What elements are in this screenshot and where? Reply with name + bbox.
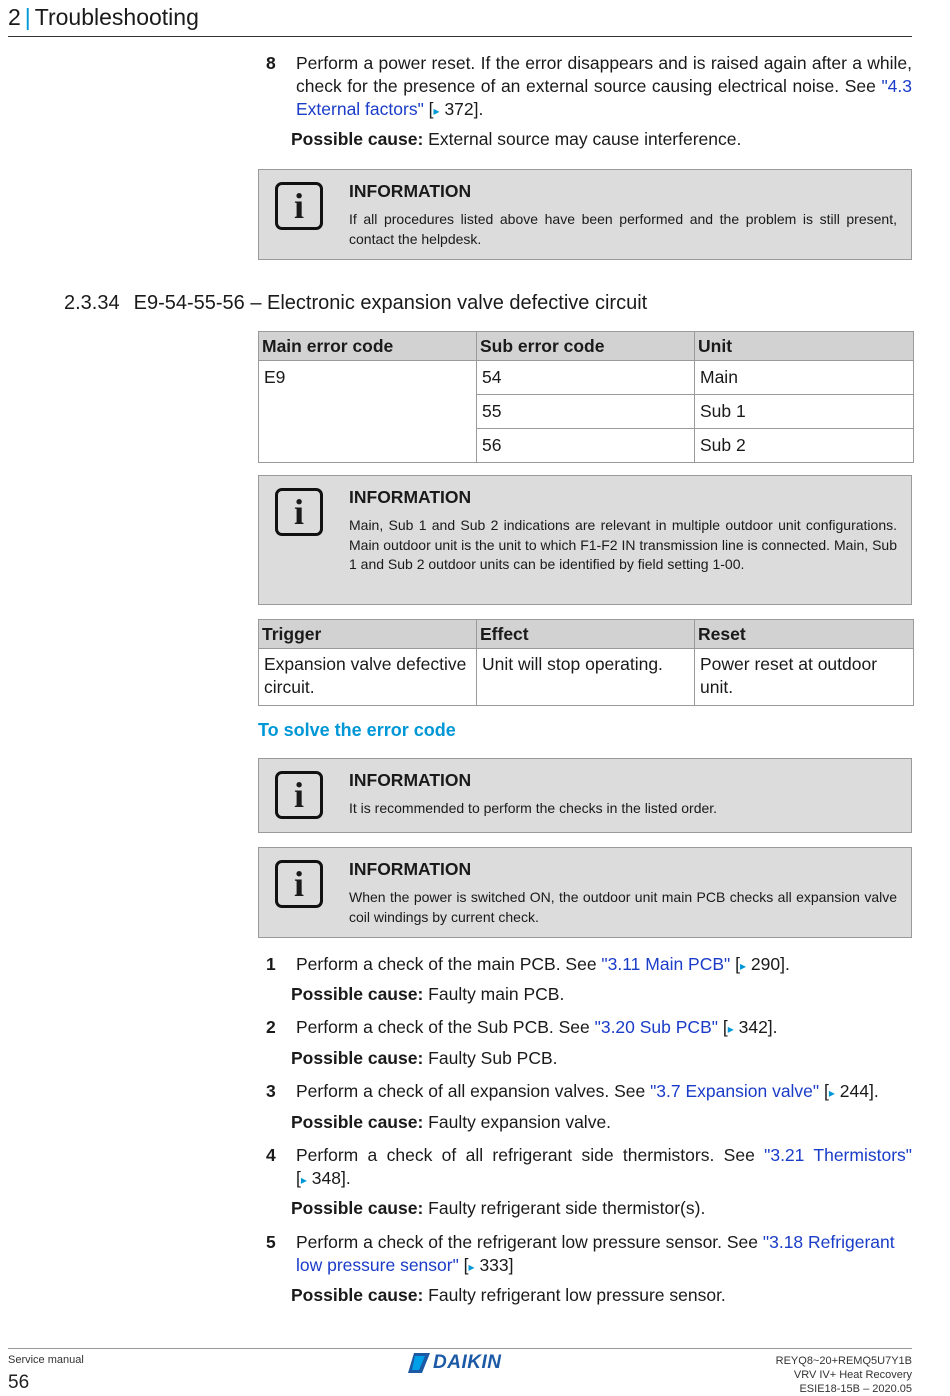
xref-link[interactable]: "3.20 Sub PCB" xyxy=(594,1017,718,1037)
logo-text: DAIKIN xyxy=(433,1352,502,1373)
information-box xyxy=(258,475,912,605)
info-title: INFORMATION xyxy=(349,859,472,879)
page-ref: 348]. xyxy=(311,1168,351,1188)
header-rule xyxy=(8,36,912,37)
info-title: INFORMATION xyxy=(349,181,472,201)
table-header: Reset xyxy=(695,620,914,649)
error-code-table xyxy=(258,331,914,463)
section-number: 2.3.34 xyxy=(64,292,120,314)
xref-link[interactable]: "3.18 Refrigerant low pressure sensor" xyxy=(296,1232,895,1275)
table-cell: 56 xyxy=(477,429,695,463)
info-body: Main, Sub 1 and Sub 2 indications are relevant in multiple outdoor unit configurations. Main outdoor unit is the unit to which F1-F2 IN transmission line is connected. Main, Sub 1 and Sub 2 outdoor units can be identified by field setting 1-00. xyxy=(349,517,897,572)
page-ref: 244]. xyxy=(839,1081,879,1101)
triangle-right-icon: ▸ xyxy=(739,959,747,973)
table-cell: Unit will stop operating. xyxy=(477,649,695,706)
page-ref: 333] xyxy=(479,1255,514,1275)
header-separator: | xyxy=(24,4,31,30)
info-body: If all procedures listed above have been performed and the problem is still present, contact the helpdesk. xyxy=(349,211,897,247)
table-header-row xyxy=(259,332,914,361)
table-cell: Expansion valve defective circuit. xyxy=(259,649,477,706)
info-body: When the power is switched ON, the outdoor unit main PCB checks all expansion valve coil windings by current check. xyxy=(349,889,897,925)
chapter-title: Troubleshooting xyxy=(34,4,199,30)
page-ref: 290]. xyxy=(750,954,790,974)
possible-cause: Possible cause: Faulty refrigerant side thermistor(s). xyxy=(291,1198,706,1218)
information-box xyxy=(258,169,912,260)
table-cell: E9 xyxy=(259,361,477,463)
info-icon: i xyxy=(275,860,323,908)
information-box xyxy=(258,758,912,833)
table-row xyxy=(259,361,914,395)
table-header: Effect xyxy=(477,620,695,649)
table-cell: Sub 1 xyxy=(695,395,914,429)
step-number: 8 xyxy=(266,53,276,73)
info-icon: i xyxy=(275,771,323,819)
step-text: Perform a check of the main PCB. See "3.11 Main PCB" [▸ 290]. xyxy=(296,954,790,974)
page-header xyxy=(8,4,199,31)
info-icon: i xyxy=(275,182,323,230)
table-row xyxy=(259,649,914,706)
info-icon: i xyxy=(275,488,323,536)
table-cell: Sub 2 xyxy=(695,429,914,463)
section-title: E9-54-55-56 – Electronic expansion valve defective circuit xyxy=(133,292,648,314)
xref-link[interactable]: "3.11 Main PCB" xyxy=(601,954,731,974)
step-text: Perform a check of the refrigerant low pressure sensor. See "3.18 Refrigerant low pressure sensor" [▸ 333] xyxy=(296,1232,895,1275)
footer-model-info: REYQ8~20+REMQ5U7Y1B VRV IV+ Heat Recovery ESIE18-15B – 2020.05 xyxy=(775,1355,912,1395)
table-cell: Power reset at outdoor unit. xyxy=(695,649,914,706)
page-ref: 372]. xyxy=(444,99,484,119)
triangle-right-icon: ▸ xyxy=(828,1086,835,1100)
information-box xyxy=(258,847,912,938)
step-number: 2 xyxy=(266,1017,276,1037)
step-number: 4 xyxy=(266,1145,276,1165)
possible-cause: Possible cause: External source may cause interference. xyxy=(291,129,742,149)
daikin-logo xyxy=(408,1352,501,1374)
table-header-row xyxy=(259,620,914,649)
table-header: Main error code xyxy=(259,332,477,361)
triangle-right-icon: ▸ xyxy=(300,1173,307,1187)
subheading: To solve the error code xyxy=(258,720,456,740)
possible-cause: Possible cause: Faulty refrigerant low pressure sensor. xyxy=(291,1285,726,1305)
trigger-table xyxy=(258,619,914,706)
table-cell: Main xyxy=(695,361,914,395)
xref-link[interactable]: "3.7 Expansion valve" xyxy=(650,1081,820,1101)
triangle-right-icon: ▸ xyxy=(433,104,440,118)
triangle-right-icon: ▸ xyxy=(468,1260,475,1274)
xref-link[interactable]: "3.21 Thermistors" xyxy=(764,1145,912,1165)
possible-cause: Possible cause: Faulty Sub PCB. xyxy=(291,1048,558,1068)
daikin-logo-icon xyxy=(408,1353,430,1373)
table-cell: 54 xyxy=(477,361,695,395)
table-header: Sub error code xyxy=(477,332,695,361)
step-number: 1 xyxy=(266,954,276,974)
info-title: INFORMATION xyxy=(349,770,472,790)
possible-cause: Possible cause: Faulty expansion valve. xyxy=(291,1112,612,1132)
step-text: Perform a power reset. If the error disappears and is raised again after a while, check for the presence of an external source causing electrical noise. See "4.3 External factors" [▸ 372]. xyxy=(296,53,912,119)
chapter-number: 2 xyxy=(8,4,21,30)
table-cell: 55 xyxy=(477,395,695,429)
step-number: 3 xyxy=(266,1081,276,1101)
footer-doc-type: Service manual xyxy=(8,1354,84,1366)
page-number: 56 xyxy=(8,1372,30,1393)
page-ref: 342]. xyxy=(738,1017,778,1037)
info-body: It is recommended to perform the checks in the listed order. xyxy=(349,800,718,816)
step-number: 5 xyxy=(266,1232,276,1252)
xref-link[interactable]: "4.3 External factors" xyxy=(296,76,912,119)
info-title: INFORMATION xyxy=(349,487,472,507)
step-text: Perform a check of all refrigerant side thermistors. See "3.21 Thermistors" [▸ 348]. xyxy=(296,1145,912,1188)
table-header: Unit xyxy=(695,332,914,361)
section-heading xyxy=(64,292,647,315)
possible-cause: Possible cause: Faulty main PCB. xyxy=(291,984,565,1004)
step-text: Perform a check of the Sub PCB. See "3.20 Sub PCB" [▸ 342]. xyxy=(296,1017,778,1037)
table-header: Trigger xyxy=(259,620,477,649)
step-text: Perform a check of all expansion valves. See "3.7 Expansion valve" [▸ 244]. xyxy=(296,1081,879,1101)
footer-rule xyxy=(8,1348,912,1349)
triangle-right-icon: ▸ xyxy=(727,1022,734,1036)
